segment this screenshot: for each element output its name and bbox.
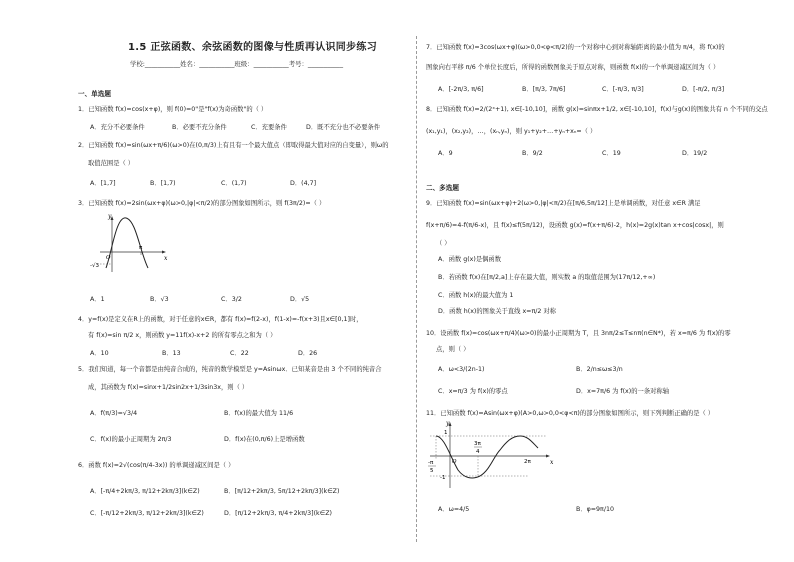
q1-option-a[interactable]: A．充分不必要条件 bbox=[90, 124, 145, 131]
question-10-line1: 10．设函数 f(x)=cos(ωx+π/4)(ω>0)的最小正周期为 T，且 3nπ/2≤T≤nπ(n∈N*)，若 x=π/6 为 f(x)的零 bbox=[426, 330, 731, 337]
q6-option-d[interactable]: D．[π/12+2kπ/3, π/4+2kπ/3](k∈Z) bbox=[224, 510, 332, 517]
q3-x-label: x bbox=[164, 255, 168, 262]
question-9-line3: （ ） bbox=[436, 240, 451, 247]
q9-option-b[interactable]: B．若函数 f(x)在[π/2,a]上存在最大值，则实数 a 的取值范围为(17π/12,+∞) bbox=[438, 274, 656, 281]
q3-option-c[interactable]: C．3/2 bbox=[221, 296, 242, 303]
q7-option-d[interactable]: D．[-π/2, π/3] bbox=[682, 86, 725, 93]
student-info-line: 学校:___________姓名：___________班级：___________考号：___________ bbox=[130, 60, 344, 68]
q11-x-label: x bbox=[550, 459, 554, 466]
q11-two-pi-label: 2π bbox=[524, 459, 531, 465]
q11-sine-curve bbox=[436, 436, 538, 478]
q2-option-a[interactable]: A．[1,7] bbox=[90, 180, 116, 187]
q11-graph bbox=[428, 420, 558, 492]
question-4-line1: 4．y=f(x)是定义在R上的函数，对于任意的x∈R，都有 f(x)=f(2-x)，f(1-x)=-f(x+3)且x∈[0,1]时， bbox=[78, 316, 363, 323]
question-2-line1: 2．已知函数 f(x)=sin(ωx+π/6)(ω>0)在(0,π/3)上有且有一个最大值点（即取得最大值对应的自变量），则ω的 bbox=[78, 142, 389, 149]
q6-option-c[interactable]: C．[-π/12+2kπ/3, π/12+2kπ/3](k∈Z) bbox=[90, 510, 204, 517]
q8-option-c[interactable]: C．19 bbox=[602, 150, 621, 157]
question-9-line2: f(x+π/6)=4-f(π/6-x)，且 f(x)≤f(5π/12)，设函数 g(x)=f(x+π/6)-2，h(x)=2g(x)tan x+cos|cosx|，则 bbox=[426, 222, 724, 229]
q4-option-b[interactable]: B．13 bbox=[162, 350, 181, 357]
q3-graph bbox=[92, 212, 172, 276]
question-3: 3．已知函数 f(x)=2sin(ωx+φ)(ω>0,|φ|<π/2)的部分图象如图所示，则 f(3π/2)=（ ） bbox=[78, 200, 326, 207]
question-5-line1: 5．我们知道，每一个音都是由纯音合成的，纯音的数学模型是 y=Asinωx．已知某音是由 3 个不同的纯音合 bbox=[78, 366, 382, 373]
q8-option-b[interactable]: B．9/2 bbox=[522, 150, 543, 157]
q11-x-arrow-icon bbox=[546, 455, 550, 458]
q10-option-c[interactable]: C．x=π/3 为 f(x)的零点 bbox=[438, 388, 508, 395]
q5-option-c[interactable]: C．f(x)的最小正周期为 2π/3 bbox=[90, 436, 172, 443]
question-5-line2: 成，其函数为 f(x)=sinx+1/2sin2x+1/3sin3x，则（ ） bbox=[88, 384, 249, 391]
question-8-line2: (x₁,y₁)，(x₂,y₂)，…，(xₙ,yₙ)，则 y₁+y₂+…+yₙ+xₙ=（ ） bbox=[426, 128, 597, 135]
right-column bbox=[426, 0, 776, 562]
question-7-line2: 图象向右平移 π/6 个单位长度后，所得的函数图象关于原点对称，则函数 f(x)的一个单调递减区间为（ ） bbox=[426, 64, 720, 71]
q1-option-d[interactable]: D．既不充分也不必要条件 bbox=[306, 124, 381, 131]
q11-five-label: 5 bbox=[430, 468, 434, 474]
left-column bbox=[78, 0, 408, 562]
q3-y-label: y bbox=[108, 213, 112, 220]
question-8-line1: 8．已知函数 f(x)=2/(2ˣ+1), x∈[-10,10]，函数 g(x)=sinπx+1/2, x∈[-10,10]，f(x)与g(x)的图象共有 n 个不同的交点 bbox=[426, 106, 768, 113]
q11-origin-label: O bbox=[452, 459, 457, 465]
q3-x-arrow-icon bbox=[162, 251, 166, 254]
q5-option-b[interactable]: B．f(x)的最大值为 11/6 bbox=[224, 410, 294, 417]
q8-option-a[interactable]: A．9 bbox=[438, 150, 453, 157]
q11-y-label: y bbox=[446, 420, 450, 427]
section-single-choice: 一、单选题 bbox=[78, 90, 111, 98]
question-4-line2: 有 f(x)=sin π/2 x，则函数 y=11f(x)-x+2 的所有零点之和为（ ） bbox=[88, 332, 277, 339]
q9-option-c[interactable]: C．函数 h(x)的最大值为 1 bbox=[438, 292, 514, 299]
q7-option-a[interactable]: A．[-2π/3, π/6] bbox=[438, 86, 484, 93]
q3-option-b[interactable]: B．√3 bbox=[150, 296, 169, 303]
q10-option-a[interactable]: A．ω<3/(2n-1) bbox=[438, 366, 485, 373]
question-10-line2: 点，则（ ） bbox=[436, 346, 470, 353]
q1-option-b[interactable]: B．必要不充分条件 bbox=[172, 124, 227, 131]
q6-option-a[interactable]: A．[-π/4+2kπ/3, π/12+2kπ/3](k∈Z) bbox=[90, 488, 200, 495]
q3-option-d[interactable]: D．√5 bbox=[290, 296, 310, 303]
q7-option-c[interactable]: C．[-π/3, π/3] bbox=[602, 86, 644, 93]
q4-option-c[interactable]: C．22 bbox=[230, 350, 249, 357]
q3-option-a[interactable]: A．1 bbox=[90, 296, 105, 303]
q7-option-b[interactable]: B．[π/3, 7π/6] bbox=[522, 86, 566, 93]
q11-one-label: 1 bbox=[444, 430, 448, 436]
q11-option-a[interactable]: A．ω=4/5 bbox=[438, 506, 470, 513]
question-11: 11．已知函数 f(x)=Asin(ωx+φ)(A>0,ω>0,0<φ<π)的部分图象如图所示，则下列判断正确的是（ ） bbox=[426, 410, 715, 417]
q9-option-d[interactable]: D．函数 h(x)的图象关于直线 x=π/2 对称 bbox=[438, 308, 556, 315]
q4-option-a[interactable]: A．10 bbox=[90, 350, 109, 357]
q2-option-c[interactable]: C．(1,7) bbox=[221, 180, 247, 187]
question-6: 6．函数 f(x)=2√(cos(π/4-3x)) 的单调递减区间是（ ） bbox=[78, 462, 235, 469]
q11-neg-one-label: -1 bbox=[440, 475, 446, 481]
q4-option-d[interactable]: D．26 bbox=[298, 350, 318, 357]
q11-neg-pi-label: -π bbox=[428, 460, 434, 466]
q3-pi-label: π bbox=[139, 245, 143, 251]
q11-three-pi-label: 3π bbox=[474, 441, 481, 447]
q11-option-b[interactable]: B．φ=9π/10 bbox=[576, 506, 614, 513]
q10-option-b[interactable]: B．2/n≤ω≤3/n bbox=[576, 366, 623, 373]
question-2-line2: 取值范围是（ ） bbox=[88, 160, 135, 167]
q10-option-d[interactable]: D．x=7π/6 为 f(x)的一条对称轴 bbox=[576, 388, 670, 395]
q6-option-b[interactable]: B．[π/12+2kπ/3, 5π/12+2kπ/3](k∈Z) bbox=[224, 488, 340, 495]
q5-option-d[interactable]: D．f(x)在(0,π/6)上是增函数 bbox=[224, 436, 305, 443]
q1-option-c[interactable]: C．充要条件 bbox=[251, 124, 287, 131]
q9-option-a[interactable]: A．函数 g(x)是偶函数 bbox=[438, 256, 502, 263]
q3-neg-sqrt3-label: -√3 bbox=[90, 263, 99, 269]
q3-origin-label: O bbox=[106, 255, 111, 261]
question-1: 1．已知函数 f(x)=cos(x+φ)，则 f(0)=0"是"f(x)为奇函数"的（ ） bbox=[78, 106, 268, 113]
q2-option-d[interactable]: D．(4,7] bbox=[290, 180, 317, 187]
q11-four-label: 4 bbox=[476, 449, 480, 455]
question-7-line1: 7．已知函数 f(x)=3cos(ωx+φ)(ω>0,0<φ<π/2)的一个对称中心到对称轴距离的最小值为 π/4，将 f(x)的 bbox=[426, 44, 725, 51]
q5-option-a[interactable]: A．f(π/3)=√3/4 bbox=[90, 410, 138, 417]
q8-option-d[interactable]: D．19/2 bbox=[682, 150, 708, 157]
q2-option-b[interactable]: B．[1,7) bbox=[150, 180, 176, 187]
page-title: 1.5 正弦函数、余弦函数的图像与性质再认识同步练习 bbox=[128, 42, 377, 53]
column-divider bbox=[416, 36, 417, 542]
question-9-line1: 9．已知函数 f(x)=sin(ωx+φ)+2(ω>0,|φ|<π/2)在[π/6,5π/12]上是单调函数，对任意 x∈R 满足 bbox=[426, 200, 701, 207]
section-multi-choice: 二、多选题 bbox=[426, 184, 459, 192]
